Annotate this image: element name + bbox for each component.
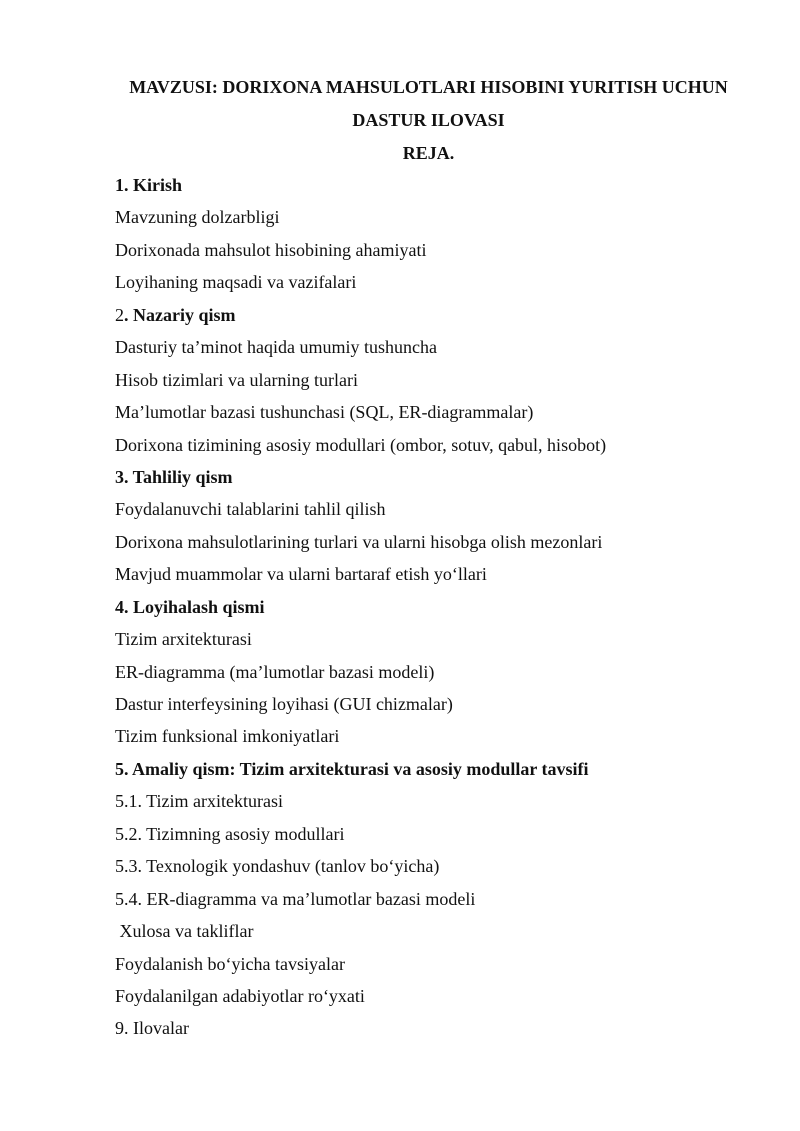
list-item: Xulosa va takliflar [115, 921, 254, 942]
section-number: 2 [115, 304, 124, 325]
section-heading [115, 303, 765, 335]
section-heading: 3. Tahliliy qism [115, 466, 233, 487]
list-item: 5.3. Texnologik yondashuv (tanlov bo‘yicha) [115, 856, 440, 877]
list-item: Dasturiy ta’minot haqida umumiy tushuncha [115, 337, 437, 358]
list-item: Dorixonada mahsulot hisobining ahamiyati [115, 239, 427, 260]
list-item: Loyihaning maqsadi va vazifalari [115, 272, 357, 293]
list-item: 5.1. Tizim arxitekturasi [115, 791, 283, 812]
list-item: Dorixona mahsulotlarining turlari va ularni hisobga olish mezonlari [115, 531, 603, 552]
list-item: Hisob tizimlari va ularning turlari [115, 369, 358, 390]
list-item: Dastur interfeysining loyihasi (GUI chizmalar) [115, 694, 453, 714]
list-item: ER-diagramma (ma’lumotlar bazasi modeli) [115, 661, 435, 682]
plan-heading: REJA. [402, 143, 455, 163]
plan-list [115, 173, 765, 1049]
list-item: Mavjud muammolar va ularni bartaraf etish yo‘llari [115, 564, 487, 585]
list-item: Ma’lumotlar bazasi tushunchasi (SQL, ER-diagrammalar) [115, 402, 534, 423]
list-item: Foydalanuvchi talablarini tahlil qilish [115, 499, 386, 520]
section-heading: 4. Loyihalash qismi [115, 596, 265, 617]
list-item: 9. Ilovalar [115, 1018, 189, 1039]
list-item: Mavzuning dolzarbligi [115, 207, 280, 228]
list-item: Tizim funksional imkoniyatlari [115, 726, 340, 747]
list-item: Foydalanish bo‘yicha tavsiyalar [115, 953, 345, 974]
document-title-line-2: DASTUR ILOVASI [352, 110, 505, 130]
list-item: Dorixona tizimining asosiy modullari (ombor, sotuv, qabul, hisobot) [115, 434, 607, 455]
list-item: Tizim arxitekturasi [115, 629, 252, 650]
section-heading: 5. Amaliy qism: Tizim arxitekturasi va asosiy modullar tavsifi [115, 758, 589, 779]
section-heading: 1. Kirish [115, 175, 183, 195]
document-title-line-1: MAVZUSI: DORIXONA MAHSULOTLARI HISOBINI YURITISH UCHUN [129, 77, 728, 97]
list-item: Foydalanilgan adabiyotlar ro‘yxati [115, 985, 365, 1006]
list-item: 5.4. ER-diagramma va ma’lumotlar bazasi modeli [115, 888, 476, 909]
list-item: 5.2. Tizimning asosiy modullari [115, 823, 345, 844]
section-heading-text: . Nazariy qism [124, 304, 236, 325]
